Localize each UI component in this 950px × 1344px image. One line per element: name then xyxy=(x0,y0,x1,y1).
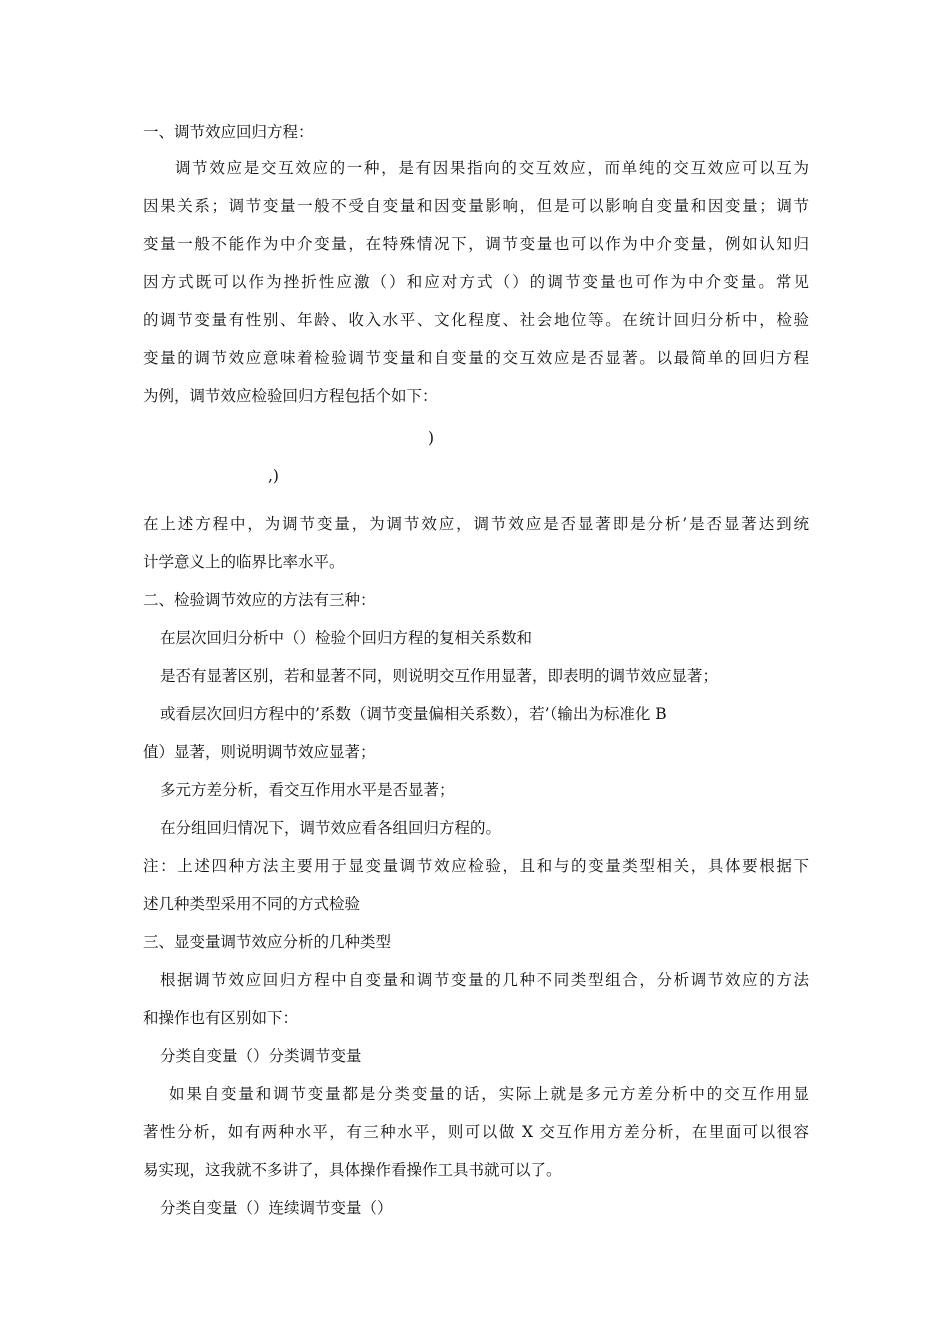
paragraph-line: 的调节变量有性别、年龄、收入水平、文化程度、社会地位等。在统计回归分析中，检验 xyxy=(143,311,809,329)
paragraph-line: 调节效应是交互效应的一种，是有因果指向的交互效应，而单纯的交互效应可以互为 xyxy=(175,159,809,177)
method-line: 多元方差分析，看交互作用水平是否显著； xyxy=(160,781,455,799)
method-line: 或看层次回归方程中的’系数（调节变量偏相关系数），若’（输出为标准化 B xyxy=(160,705,667,723)
note-line: 述几种类型采用不同的方式检验 xyxy=(143,895,361,913)
method-line: 在层次回归分析中（）检验个回归方程的复相关系数和 xyxy=(160,629,533,647)
paragraph-line: 和操作也有区别如下： xyxy=(143,1009,299,1027)
paragraph-line: 为例，调节效应检验回归方程包括个如下： xyxy=(143,387,438,405)
equation-fragment: ) xyxy=(428,429,435,447)
section-heading-2: 二、检验调节效应的方法有三种： xyxy=(143,591,376,609)
paragraph-line: 因方式既可以作为挫折性应激（）和应对方式（）的调节变量也可作为中介变量。常见 xyxy=(143,273,809,291)
paragraph-line: 计学意义上的临界比率水平。 xyxy=(143,553,345,571)
paragraph-line: 根据调节效应回归方程中自变量和调节变量的几种不同类型组合，分析调节效应的方法 xyxy=(160,971,809,989)
method-line: 是否有显著区别，若和显著不同，则说明交互作用显著，即表明的调节效应显著； xyxy=(160,667,719,685)
paragraph-line: 因果关系；调节变量一般不受自变量和因变量影响，但是可以影响自变量和因变量；调节 xyxy=(143,197,809,215)
note-line: 注：上述四种方法主要用于显变量调节效应检验，且和与的变量类型相关，具体要根据下 xyxy=(143,857,809,875)
method-line: 值）显著，则说明调节效应显著； xyxy=(143,743,376,761)
section-heading-3: 三、显变量调节效应分析的几种类型 xyxy=(143,933,392,951)
paragraph-line: 在上述方程中，为调节变量，为调节效应，调节效应是否显著即是分析’是否显著达到统 xyxy=(143,515,809,533)
subheading-line: 分类自变量（）连续调节变量（） xyxy=(160,1199,393,1217)
subheading-line: 分类自变量（）分类调节变量 xyxy=(160,1047,362,1065)
method-line: 在分组回归情况下，调节效应看各组回归方程的。 xyxy=(160,819,502,837)
paragraph-line: 变量的调节效应意味着检验调节变量和自变量的交互效应是否显著。以最简单的回归方程 xyxy=(143,349,809,367)
section-heading-1: 一、调节效应回归方程： xyxy=(143,123,314,141)
paragraph-line: 如果自变量和调节变量都是分类变量的话，实际上就是多元方差分析中的交互作用显 xyxy=(169,1085,809,1103)
paragraph-line: 变量一般不能作为中介变量，在特殊情况下，调节变量也可以作为中介变量，例如认知归 xyxy=(143,235,809,253)
paragraph-line: 著性分析，如有两种水平，有三种水平，则可以做 X 交互作用方差分析，在里面可以很容 xyxy=(143,1123,809,1141)
equation-fragment: ,) xyxy=(268,467,279,485)
paragraph-line: 易实现，这我就不多讲了，具体操作看操作工具书就可以了。 xyxy=(143,1161,562,1179)
